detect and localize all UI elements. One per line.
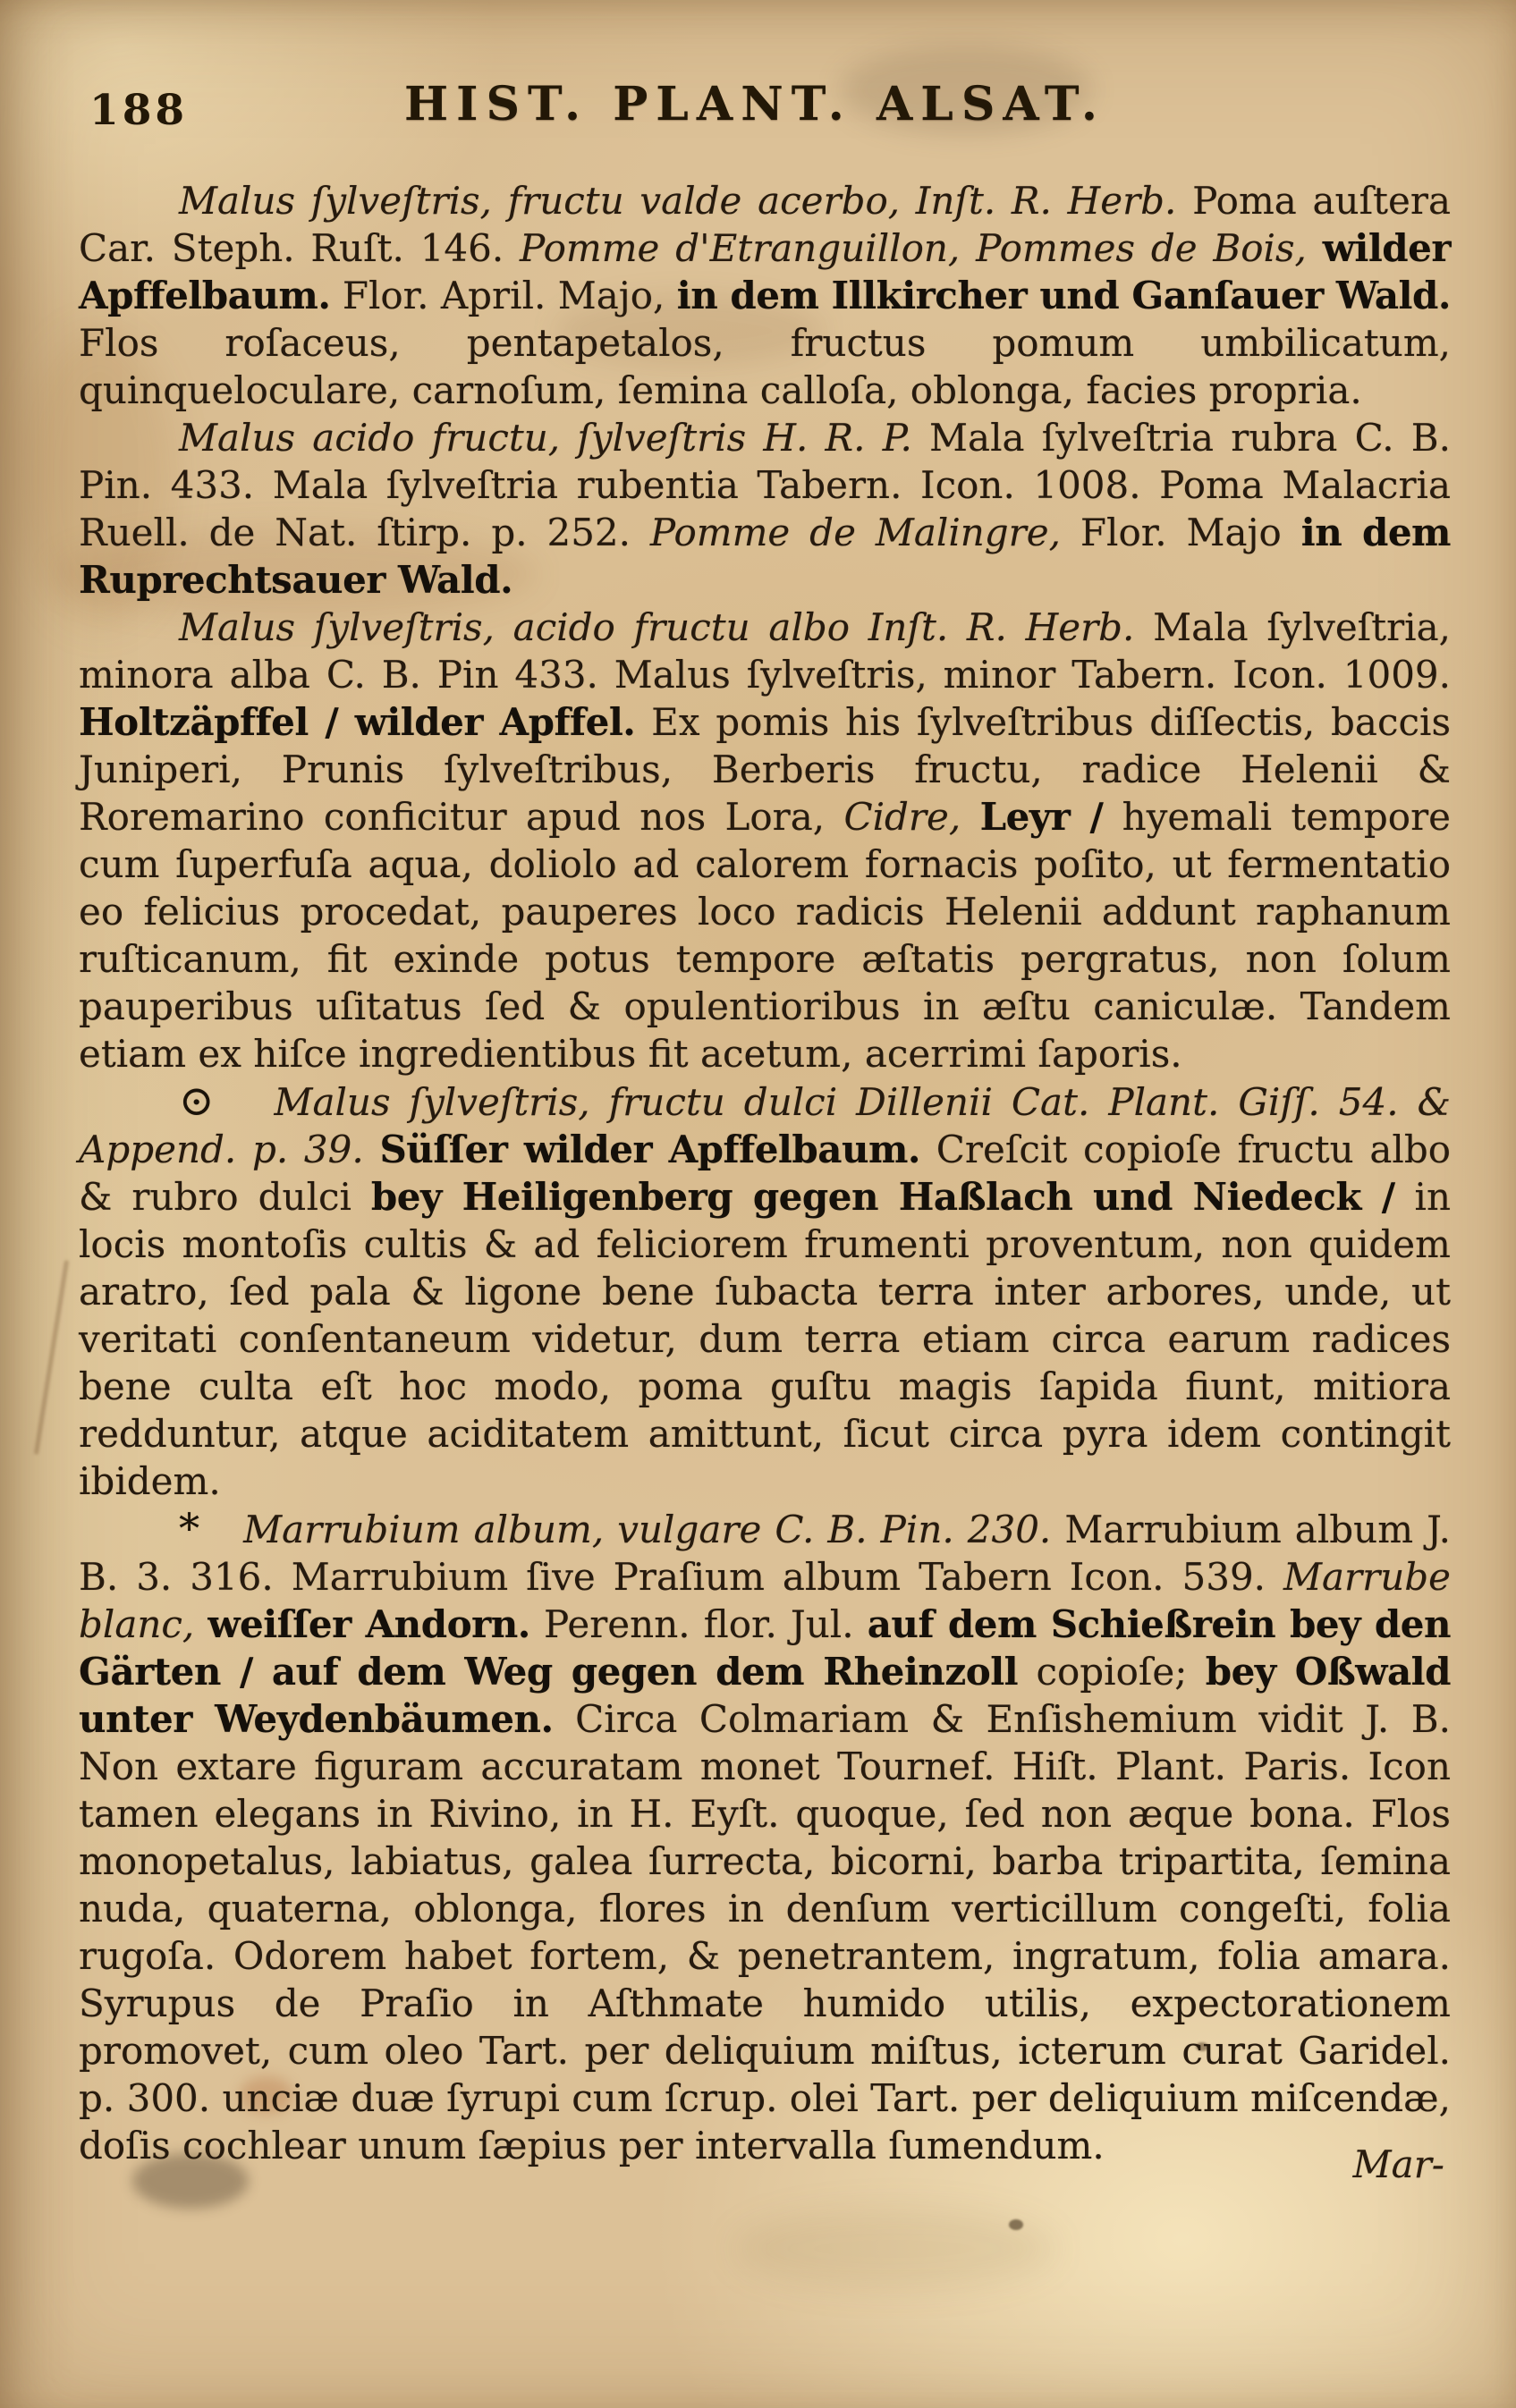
german-text-fraktur: bey Heiligenberg gegen Haßlach und Niedeck / [370,1175,1395,1219]
german-text-fraktur: in dem Ruprechtsauer Wald. [79,511,1451,602]
french-name-italic: Pomme de Malingre, [649,511,1061,554]
page-number: 188 [89,86,189,135]
asterisk-symbol-icon: * [179,1504,200,1552]
body-text-roman: Creſcit copioſe fructu albo & rubro dulci [79,1128,1451,1219]
german-text-fraktur: Süſſer wilder Apffelbaum. [379,1128,921,1171]
body-text-roman: Poma auſtera Car. Steph. Ruſt. 146. [79,179,1451,270]
body-text-roman: Marrubium album J. B. 3. 316. Marrubium ſive Praſium album Tabern Icon. 539. [79,1508,1452,1599]
paragraph-malus-fructu-acerbo [79,177,1451,414]
latin-name-italic: Malus ſylveſtris, fructu valde acerbo, Inſt. R. Herb. [179,179,1177,223]
catchword: Mar- [1352,2142,1444,2186]
body-text-roman: Flor. Majo [1080,511,1282,554]
running-title: HIST. PLANT. ALSAT. [404,77,1106,131]
body-text-roman: Ex pomis his ſylveſtribus diſſectis, baccis Juniperi, Prunis ſylveſtribus, Berberis fructu, radice Helenii & Roremarino conficitur apud nos Lora, [79,700,1451,839]
german-text-fraktur: Leyr / [979,795,1104,839]
paper-stain [733,2209,1055,2289]
body-text-roman: hyemali tempore cum ſuperfuſa aqua, doliolo ad calorem fornacis poſito, ut fermentatio eo felicius procedat, pauperes loco radicis Helenii addunt raphanum ruſticanum, fit exinde potus tempore æſtatis pergratus, non ſolum pauperibus uſitatus ſed & opulentioribus in æſtu caniculæ. Tandem etiam ex hiſce ingredientibus fit acetum, acerrimi ſaporis. [79,795,1452,1076]
latin-name-italic: Malus ſylveſtris, fructu dulci Dillenii Cat. Plant. Giſſ. 54. & Append. p. 39. [79,1080,1451,1171]
german-text-fraktur: wilder Apffelbaum. [79,226,1451,317]
body-text-roman: Mala ſylveſtria, minora alba C. B. Pin 433. Malus ſylveſtris, minor Tabern. Icon. 1009. [79,605,1451,697]
body-text-roman: Perenn. flor. Jul. [543,1602,854,1646]
german-text-fraktur: Holtzäpffel / wilder Apffel. [79,700,636,744]
body-text-roman: copioſe; [1036,1650,1188,1694]
text-block [79,177,1451,2169]
paragraph-malus-fructu-dulci [79,1077,1451,1505]
paper-crease [34,1260,69,1455]
latin-name-italic: Malus ſylveſtris, acido fructu albo Inſt. R. Herb. [179,605,1135,649]
body-text-roman: Flor. April. Majo, [342,274,665,317]
latin-name-italic: Malus acido fructu, ſylveſtris H. R. P. [179,416,912,460]
latin-name-italic: Marrubium album, vulgare C. B. Pin. 230. [243,1508,1052,1551]
paragraph-marrubium-album [79,1505,1451,2169]
body-text-roman: Mala ſylveſtria rubra C. B. Pin. 433. Mala ſylveſtria rubentia Tabern. Icon. 1008. Poma Malacria Ruell. de Nat. ſtirp. p. 252. [79,416,1452,554]
french-name-italic: Cidre, [843,795,961,839]
body-text-roman: in locis montoſis cultis & ad feliciorem frumenti proventum, non quidem aratro, ſed pala & ligone bene ſubacta terra inter arbores, unde, ut veritati conſentaneum videtur, dum terra etiam circa earum radices bene culta eſt hoc modo, poma guſtu magis ſapida fiunt, mitiora redduntur, atque aciditatem amittunt, ſicut circa pyra idem contingit ibidem. [79,1175,1451,1503]
french-name-italic: Pomme d'Etranguillon, Pommes de Bois, [520,226,1307,270]
german-text-fraktur: auf dem Schießrein bey den Gärten / auf dem Weg gegen dem Rheinzoll [79,1602,1451,1694]
french-name-italic: Marrube blanc, [79,1555,1451,1646]
german-text-fraktur: bey Oßwald unter Weydenbäumen. [79,1650,1451,1741]
sun-symbol-icon: ⊙ [179,1077,215,1126]
german-text-fraktur: in dem Illkircher und Ganſauer Wald. [676,274,1451,317]
paragraph-malus-fructu-albo [79,604,1451,1077]
body-text-roman: Flos roſaceus, pentapetalos, fructus pomum umbilicatum, quinqueloculare, carnoſum, ſemina calloſa, oblonga, facies propria. [79,321,1451,412]
german-text-fraktur: weiſſer Andorn. [207,1602,530,1646]
paragraph-malus-acido-fructu [79,414,1451,604]
paper-speck [1009,2219,1023,2230]
body-text-roman: Circa Colmariam & Enſishemium vidit J. B. Non extare figuram accuratam monet Tournef. Hiſt. Plant. Paris. Icon tamen elegans in Rivino, in H. Eyſt. quoque, ſed non æque bona. Flos monopetalus, labiatus, galea ſurrecta, bicorni, barba tripartita, ſemina nuda, quaterna, oblonga, flores in denſum verticillum congeſti, folia rugoſa. Odorem habet fortem, & penetrantem, ingratum, folia amara. Syrupus de Praſio in Aſthmate humido utilis, expectorationem promovet, cum oleo Tart. per deliquium miſtus, icterum curat Garidel. p. 300. unciæ duæ ſyrupi cum ſcrup. olei Tart. per deliquium miſcendæ, doſis cochlear unum ſæpius per intervalla ſumendum. [79,1697,1451,2167]
